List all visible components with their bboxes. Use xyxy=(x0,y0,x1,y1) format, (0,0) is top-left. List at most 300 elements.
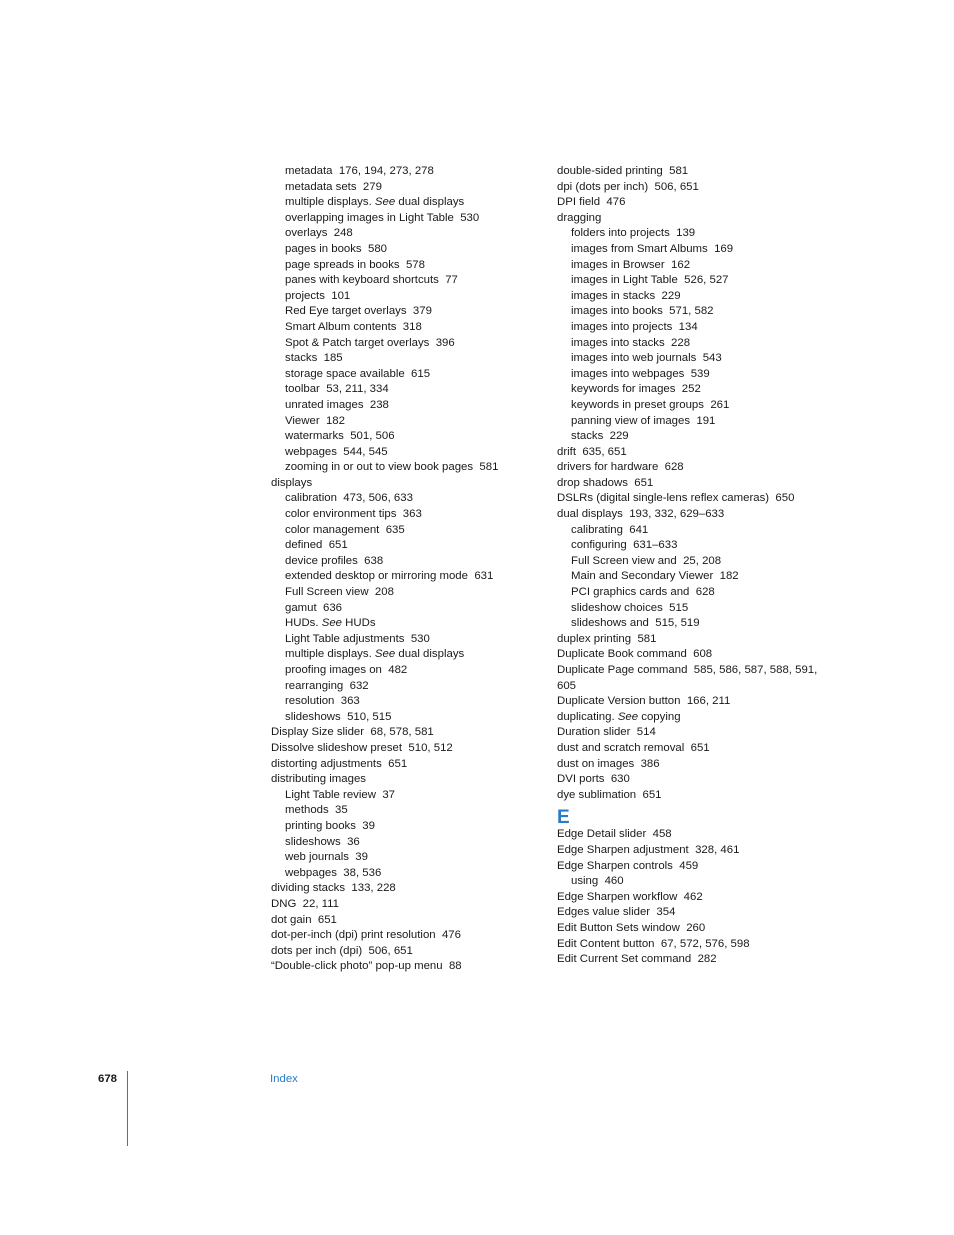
index-term: images into web journals xyxy=(571,352,697,365)
index-term: calibration xyxy=(285,492,337,505)
index-entry xyxy=(557,788,819,804)
index-term: Spot & Patch target overlays xyxy=(285,336,430,349)
index-page-refs: 628 xyxy=(695,586,715,599)
index-term: Dissolve slideshow preset xyxy=(271,741,403,754)
index-entry xyxy=(557,164,819,180)
index-term: projects xyxy=(285,289,325,302)
index-page-refs: 279 xyxy=(362,180,382,193)
index-entry xyxy=(271,429,533,445)
index-column-left xyxy=(271,164,533,975)
index-term: unrated images xyxy=(285,398,364,411)
index-term: Viewer xyxy=(285,414,320,427)
index-term: multiple displays. xyxy=(285,196,372,209)
index-page-refs: 77 xyxy=(445,274,458,287)
index-term: drop shadows xyxy=(557,476,628,489)
index-entry xyxy=(271,803,533,819)
index-term: dots per inch (dpi) xyxy=(271,944,363,957)
index-entry xyxy=(271,351,533,367)
index-term: duplex printing xyxy=(557,632,632,645)
index-page-refs: 543 xyxy=(702,352,722,365)
index-term: images into webpages xyxy=(571,367,685,380)
index-term: Edit Current Set command xyxy=(557,953,692,966)
index-page-refs: 539 xyxy=(690,367,710,380)
index-page-refs: 460 xyxy=(604,875,624,888)
index-term: resolution xyxy=(285,695,335,708)
index-term: slideshows xyxy=(285,835,341,848)
index-see-label: See xyxy=(374,196,396,209)
index-term: calibrating xyxy=(571,523,623,536)
index-page-refs: 39 xyxy=(362,819,375,832)
index-page-refs: 462 xyxy=(683,890,703,903)
index-see-reference: dual displays xyxy=(398,196,465,209)
index-letter-heading-e: E xyxy=(557,807,570,829)
index-page-refs: 458 xyxy=(652,828,672,841)
index-entry xyxy=(557,180,819,196)
index-page-refs: 328, 461 xyxy=(695,843,740,856)
index-term: Light Table review xyxy=(285,788,376,801)
index-entry xyxy=(271,226,533,242)
index-entry xyxy=(557,952,819,968)
index-entry xyxy=(271,913,533,929)
index-page-refs: 139 xyxy=(676,227,696,240)
index-page-refs: 501, 506 xyxy=(350,430,395,443)
index-term: dye sublimation xyxy=(557,788,637,801)
index-page-refs: 482 xyxy=(388,664,408,676)
index-page-refs: 580 xyxy=(367,242,387,255)
index-term: Smart Album contents xyxy=(285,320,397,333)
index-page-refs: 476 xyxy=(606,196,626,209)
index-entry xyxy=(271,928,533,944)
index-entry xyxy=(557,937,819,953)
index-term: dust and scratch removal xyxy=(557,741,685,754)
index-term: slideshows xyxy=(285,710,341,723)
index-entry xyxy=(271,320,533,336)
index-term: Light Table adjustments xyxy=(285,632,405,645)
index-term: images into stacks xyxy=(571,336,665,349)
index-page-refs: 635, 651 xyxy=(582,445,627,458)
index-entry xyxy=(557,632,819,648)
index-entry xyxy=(557,242,819,258)
index-entry xyxy=(271,866,533,882)
index-entry xyxy=(271,741,533,757)
index-entry xyxy=(557,585,819,601)
index-page-refs: 248 xyxy=(333,227,353,240)
index-term: overlays xyxy=(285,227,328,240)
index-term: printing books xyxy=(285,819,356,832)
index-page-refs: 515 xyxy=(669,601,689,614)
index-entry xyxy=(557,195,819,211)
index-entry xyxy=(271,273,533,289)
index-term: Edge Sharpen controls xyxy=(557,859,673,872)
section-title: Index xyxy=(270,1073,298,1085)
index-term: duplicating. xyxy=(557,710,615,723)
index-entry xyxy=(271,710,533,726)
index-page-refs: 363 xyxy=(402,508,422,521)
index-page-refs: 530 xyxy=(460,211,480,224)
index-entry xyxy=(271,538,533,554)
index-entry xyxy=(557,304,819,320)
index-entry xyxy=(271,616,533,632)
index-term: page spreads in books xyxy=(285,258,400,271)
index-page-refs: 396 xyxy=(435,336,455,349)
index-entry xyxy=(271,819,533,835)
index-page-refs: 22, 111 xyxy=(302,897,339,910)
index-term: images in stacks xyxy=(571,289,656,302)
index-term: toolbar xyxy=(285,383,320,396)
index-see-label: See xyxy=(374,648,396,661)
index-term: dot-per-inch (dpi) print resolution xyxy=(271,929,436,942)
index-page-refs: 530 xyxy=(410,632,430,645)
index-entry xyxy=(271,180,533,196)
index-entry xyxy=(557,538,819,554)
index-entry xyxy=(271,382,533,398)
index-term: configuring xyxy=(571,539,627,552)
index-entry xyxy=(557,211,819,227)
index-term: extended desktop or mirroring mode xyxy=(285,570,468,583)
index-page-refs: 176, 194, 273, 278 xyxy=(338,165,434,177)
index-page-refs: 581 xyxy=(637,632,657,645)
index-term: images in Light Table xyxy=(571,274,678,287)
index-entry xyxy=(271,944,533,960)
index-entry xyxy=(271,569,533,585)
index-term: color environment tips xyxy=(285,508,397,521)
index-page-refs: 635 xyxy=(385,523,405,536)
index-entry xyxy=(271,491,533,507)
index-page-refs: 282 xyxy=(697,953,717,966)
index-entry xyxy=(557,273,819,289)
index-section-e xyxy=(557,827,819,967)
index-term: panes with keyboard shortcuts xyxy=(285,274,439,287)
index-term: drift xyxy=(557,445,576,458)
index-page-refs: 67, 572, 576, 598 xyxy=(660,937,750,950)
index-page-refs: 386 xyxy=(640,757,660,770)
index-page-refs: 354 xyxy=(656,906,676,919)
index-page-refs: 510, 512 xyxy=(408,741,453,754)
index-term: pages in books xyxy=(285,242,362,255)
index-term: Red Eye target overlays xyxy=(285,305,407,318)
index-term: distributing images xyxy=(271,773,366,786)
index-entry xyxy=(557,429,819,445)
index-entry xyxy=(557,414,819,430)
index-entry xyxy=(271,788,533,804)
index-entry xyxy=(271,398,533,414)
index-page-refs: 39 xyxy=(355,851,368,864)
index-entry xyxy=(557,616,819,632)
index-term: images into books xyxy=(571,305,663,318)
index-page-refs: 632 xyxy=(349,679,369,692)
index-term: Edges value slider xyxy=(557,906,651,919)
index-page-refs: 651 xyxy=(690,741,710,754)
index-term: stacks xyxy=(571,430,604,443)
index-page-refs: 581 xyxy=(479,461,499,474)
index-page-refs: 651 xyxy=(642,788,662,801)
index-page-refs: 526, 527 xyxy=(684,274,729,287)
index-term: Edit Content button xyxy=(557,937,655,950)
index-page-refs: 585, 586, 587, 588, 591, 605 xyxy=(557,664,818,692)
index-entry xyxy=(271,289,533,305)
index-entry xyxy=(557,601,819,617)
index-term: DNG xyxy=(271,897,297,910)
index-term: webpages xyxy=(285,445,337,458)
index-entry xyxy=(557,445,819,461)
index-entry xyxy=(271,414,533,430)
index-page-refs: 169 xyxy=(714,242,734,255)
index-page-refs: 578 xyxy=(405,258,425,271)
index-entry xyxy=(271,367,533,383)
index-term: overlapping images in Light Table xyxy=(285,211,454,224)
index-entry xyxy=(557,827,819,843)
index-term: Duplicate Page command xyxy=(557,664,688,676)
index-term: Duplicate Book command xyxy=(557,648,687,661)
index-entry xyxy=(271,897,533,913)
index-term: metadata sets xyxy=(285,180,357,193)
index-term: rearranging xyxy=(285,679,344,692)
index-term: methods xyxy=(285,804,329,817)
index-term: slideshows and xyxy=(571,617,649,630)
index-entry xyxy=(271,959,533,975)
index-entry xyxy=(271,601,533,617)
index-entry xyxy=(271,663,533,679)
index-term: DPI field xyxy=(557,196,601,209)
index-entry xyxy=(557,725,819,741)
index-page-refs: 101 xyxy=(331,289,351,302)
index-see-reference: copying xyxy=(641,710,681,723)
index-entry xyxy=(557,663,819,694)
index-entry xyxy=(557,336,819,352)
index-entry xyxy=(271,694,533,710)
index-entry xyxy=(271,772,533,788)
index-entry xyxy=(557,569,819,585)
index-page-refs: 182 xyxy=(325,414,345,427)
index-entry xyxy=(557,843,819,859)
index-term: Full Screen view and xyxy=(571,554,677,567)
index-page-refs: 318 xyxy=(402,320,422,333)
index-page-refs: 651 xyxy=(634,476,654,489)
index-entry xyxy=(271,460,533,476)
index-page-refs: 133, 228 xyxy=(351,882,396,895)
index-page-refs: 162 xyxy=(671,258,691,271)
index-entry xyxy=(557,351,819,367)
index-page-refs: 506, 651 xyxy=(368,944,413,957)
index-term: dividing stacks xyxy=(271,882,346,895)
index-page-refs: 651 xyxy=(388,757,408,770)
index-page-refs: 544, 545 xyxy=(343,445,388,458)
index-entry xyxy=(271,647,533,663)
index-page-refs: 631 xyxy=(474,570,494,583)
index-page-refs: 651 xyxy=(328,539,348,552)
index-term: keywords in preset groups xyxy=(571,398,704,411)
index-entry xyxy=(271,211,533,227)
index-term: using xyxy=(571,875,599,888)
index-term: stacks xyxy=(285,352,318,365)
index-page-refs: 252 xyxy=(681,383,701,396)
index-term: defined xyxy=(285,539,323,552)
index-page-refs: 628 xyxy=(664,461,684,474)
index-entry xyxy=(271,679,533,695)
index-page-refs: 37 xyxy=(382,788,395,801)
index-see-reference: HUDs xyxy=(345,617,376,630)
index-entry xyxy=(271,632,533,648)
index-page-refs: 608 xyxy=(693,648,713,661)
index-entry xyxy=(557,554,819,570)
index-page-refs: 134 xyxy=(678,320,698,333)
index-page-refs: 193, 332, 629–633 xyxy=(629,508,725,521)
index-term: Full Screen view xyxy=(285,586,369,599)
index-term: color management xyxy=(285,523,380,536)
index-term: dragging xyxy=(557,211,602,224)
index-page-refs: 476 xyxy=(441,929,461,942)
index-entry xyxy=(557,258,819,274)
index-page-refs: 191 xyxy=(696,414,716,427)
index-page-refs: 229 xyxy=(661,289,681,302)
index-entry xyxy=(557,921,819,937)
index-term: PCI graphics cards and xyxy=(571,586,690,599)
index-term: folders into projects xyxy=(571,227,670,240)
index-entry xyxy=(271,585,533,601)
index-entry xyxy=(557,398,819,414)
index-term: dpi (dots per inch) xyxy=(557,180,649,193)
index-term: storage space available xyxy=(285,367,405,380)
index-term: web journals xyxy=(285,851,349,864)
index-page-refs: 185 xyxy=(323,352,343,365)
index-entry xyxy=(271,523,533,539)
index-page-refs: 53, 211, 334 xyxy=(326,383,389,396)
index-page-refs: 35 xyxy=(335,804,348,817)
index-page-refs: 363 xyxy=(340,695,360,708)
index-entry xyxy=(557,476,819,492)
index-term: keywords for images xyxy=(571,383,676,396)
index-entry xyxy=(271,195,533,211)
index-term: webpages xyxy=(285,866,337,879)
index-term: slideshow choices xyxy=(571,601,663,614)
index-term: zooming in or out to view book pages xyxy=(285,461,474,474)
index-page-refs: 650 xyxy=(775,492,795,505)
index-term: images into projects xyxy=(571,320,673,333)
index-term: Edge Detail slider xyxy=(557,828,647,841)
index-term: double-sided printing xyxy=(557,165,663,177)
index-term: dot gain xyxy=(271,913,312,926)
index-entry xyxy=(271,476,533,492)
index-term: dual displays xyxy=(557,508,623,521)
index-term: proofing images on xyxy=(285,664,382,676)
index-see-reference: dual displays xyxy=(398,648,465,661)
index-section-d xyxy=(557,164,819,803)
index-entry xyxy=(557,757,819,773)
index-entry xyxy=(557,710,819,726)
index-entry xyxy=(557,460,819,476)
index-entry xyxy=(557,874,819,890)
index-term: gamut xyxy=(285,601,317,614)
page-number: 678 xyxy=(98,1073,118,1085)
index-page-refs: 208 xyxy=(374,586,394,599)
index-entry xyxy=(271,850,533,866)
index-page-refs: 641 xyxy=(629,523,649,536)
index-term: watermarks xyxy=(285,430,344,443)
index-term: Edit Button Sets window xyxy=(557,921,680,934)
index-term: metadata xyxy=(285,165,333,177)
index-page-refs: 510, 515 xyxy=(347,710,392,723)
index-page-refs: 88 xyxy=(448,960,462,973)
index-term: device profiles xyxy=(285,554,358,567)
index-term: panning view of images xyxy=(571,414,691,427)
index-entry xyxy=(557,289,819,305)
index-term: displays xyxy=(271,476,313,489)
index-page-refs: 238 xyxy=(369,398,389,411)
index-page-refs: 636 xyxy=(323,601,343,614)
index-page-refs: 615 xyxy=(411,367,431,380)
index-page-refs: 631–633 xyxy=(633,539,678,552)
index-term: DSLRs (digital single-lens reflex cameras) xyxy=(557,492,770,505)
index-entry xyxy=(271,881,533,897)
index-page-refs: 182 xyxy=(719,570,739,583)
index-entry xyxy=(271,835,533,851)
index-entry xyxy=(271,164,533,180)
index-entry xyxy=(557,367,819,383)
index-page-refs: 379 xyxy=(412,305,432,318)
index-entry xyxy=(271,336,533,352)
index-entry xyxy=(557,905,819,921)
index-page-refs: 651 xyxy=(317,913,337,926)
index-term: distorting adjustments xyxy=(271,757,382,770)
index-page-refs: 581 xyxy=(669,165,689,177)
index-entry xyxy=(557,382,819,398)
index-entry xyxy=(271,304,533,320)
index-entry xyxy=(557,523,819,539)
index-page-refs: 261 xyxy=(710,398,730,411)
index-entry xyxy=(557,772,819,788)
index-entry xyxy=(557,647,819,663)
index-term: HUDs. xyxy=(285,617,319,630)
index-entry xyxy=(557,890,819,906)
index-page-refs: 638 xyxy=(364,554,384,567)
index-term: “Double-click photo” pop-up menu xyxy=(271,960,443,973)
index-term: multiple displays. xyxy=(285,648,372,661)
index-column-right xyxy=(557,164,819,968)
index-term: Main and Secondary Viewer xyxy=(571,570,714,583)
index-term: images from Smart Albums xyxy=(571,242,708,255)
index-page-refs: 514 xyxy=(636,726,656,739)
index-entry xyxy=(271,445,533,461)
index-entry xyxy=(557,226,819,242)
index-term: Duplicate Version button xyxy=(557,695,681,708)
index-entry xyxy=(271,757,533,773)
index-term: Edge Sharpen adjustment xyxy=(557,843,689,856)
index-term: drivers for hardware xyxy=(557,461,659,474)
index-entry xyxy=(271,507,533,523)
index-page-refs: 630 xyxy=(610,773,630,786)
index-entry xyxy=(557,741,819,757)
footer-divider xyxy=(127,1071,128,1146)
index-entry xyxy=(271,725,533,741)
index-entry xyxy=(271,258,533,274)
index-term: Edge Sharpen workflow xyxy=(557,890,678,903)
index-entry xyxy=(557,491,819,507)
index-page-refs: 228 xyxy=(671,336,691,349)
index-entry xyxy=(557,859,819,875)
index-page-refs: 506, 651 xyxy=(654,180,699,193)
index-page-refs: 25, 208 xyxy=(683,554,722,567)
index-entry xyxy=(557,507,819,523)
index-page-refs: 515, 519 xyxy=(655,617,700,630)
index-page-refs: 571, 582 xyxy=(669,305,714,318)
index-term: DVI ports xyxy=(557,773,605,786)
index-page-refs: 36 xyxy=(347,835,360,848)
index-term: images in Browser xyxy=(571,258,665,271)
index-see-label: See xyxy=(617,710,639,723)
index-page-refs: 473, 506, 633 xyxy=(343,492,413,505)
index-term: dust on images xyxy=(557,757,635,770)
index-see-label: See xyxy=(321,617,342,630)
